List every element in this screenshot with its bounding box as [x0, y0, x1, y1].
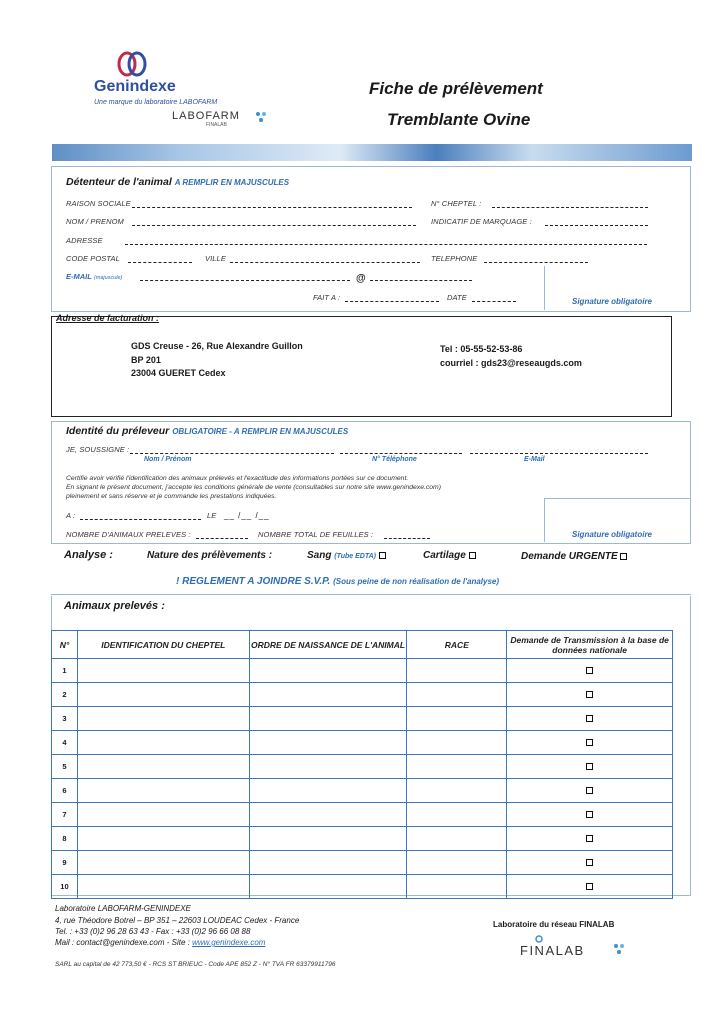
- ordre-naissance-cell[interactable]: [249, 755, 407, 779]
- adresse-field[interactable]: [125, 244, 647, 245]
- identification-cell[interactable]: [77, 875, 249, 899]
- adresse-label: ADRESSE: [66, 236, 103, 245]
- indicatif-field[interactable]: [545, 225, 648, 226]
- header-band: [52, 144, 692, 161]
- nb-feuilles-field[interactable]: [384, 538, 430, 539]
- dots-icon: [254, 110, 268, 124]
- code-postal-label: CODE POSTAL: [66, 254, 120, 263]
- facturation-line1: GDS Creuse - 26, Rue Alexandre Guillon: [131, 341, 303, 351]
- nature-label: Nature des prélèvements :: [147, 550, 273, 561]
- race-cell[interactable]: [407, 827, 507, 851]
- preleveur-email-field[interactable]: [470, 453, 648, 454]
- ville-field[interactable]: [230, 262, 420, 263]
- table-row: [52, 683, 673, 707]
- cartilage-checkbox[interactable]: [469, 552, 476, 559]
- finalab-dots-icon: [612, 942, 626, 956]
- identification-cell[interactable]: [77, 731, 249, 755]
- email-note: (majuscule): [93, 275, 123, 281]
- analyse-separator: [51, 594, 691, 595]
- preleveur-le-label: LE: [207, 511, 217, 520]
- facturation-courriel: courriel : gds23@reseaugds.com: [440, 358, 582, 368]
- genindexe-logo: [94, 50, 254, 110]
- footer-tel: Tel. : +33 (0)2 96 28 63 43 - Fax : +33 (0)2 96 66 08 88: [55, 927, 251, 936]
- transmission-checkbox[interactable]: [586, 715, 593, 722]
- identification-cell[interactable]: [77, 755, 249, 779]
- transmission-checkbox[interactable]: [586, 811, 593, 818]
- genindexe-rings-icon: [112, 50, 152, 78]
- identification-cell[interactable]: [77, 827, 249, 851]
- transmission-cell: [507, 779, 673, 803]
- race-cell[interactable]: [407, 707, 507, 731]
- detenteur-title: [66, 176, 289, 188]
- row-number: 2: [52, 683, 78, 707]
- footer-mail-text: Mail : contact@genindexe.com - Site :: [55, 938, 193, 947]
- sang-label: Sang: [307, 550, 332, 561]
- ordre-naissance-cell[interactable]: [249, 851, 407, 875]
- race-cell[interactable]: [407, 683, 507, 707]
- footer-network: Laboratoire du réseau FINALAB: [493, 920, 615, 929]
- sang-checkbox[interactable]: [379, 552, 386, 559]
- email-caption: E-Mail: [524, 456, 545, 463]
- cartilage-label: Cartilage: [423, 550, 466, 561]
- nom-prenom-label: NOM / PRENOM: [66, 217, 124, 226]
- table-row: [52, 731, 673, 755]
- transmission-cell: [507, 659, 673, 683]
- detenteur-signature-divider: [544, 266, 545, 310]
- transmission-cell: [507, 731, 673, 755]
- cheptel-label: N° CHEPTEL :: [431, 199, 482, 208]
- transmission-cell: [507, 707, 673, 731]
- transmission-cell: [507, 875, 673, 899]
- header-identification: IDENTIFICATION DU CHEPTEL: [77, 631, 249, 659]
- finalab-logo: [520, 934, 630, 962]
- analyse-label: Analyse :: [64, 549, 113, 561]
- facturation-tel: Tel : 05-55-52-53-86: [440, 344, 523, 354]
- row-number: 1: [52, 659, 78, 683]
- row-number: 8: [52, 827, 78, 851]
- footer-lab: Laboratoire LABOFARM-GENINDEXE: [55, 904, 191, 913]
- finalab-text: FINALAB: [520, 943, 585, 958]
- preleveur-title-text: Identité du préleveur: [66, 425, 170, 437]
- soussigne-label: JE, SOUSSIGNE :: [66, 445, 130, 454]
- header-numero: N°: [52, 631, 78, 659]
- row-number: 6: [52, 779, 78, 803]
- nb-animaux-label: NOMBRE D'ANIMAUX PRELEVES :: [66, 530, 191, 539]
- preleveur-signature-label: Signature obligatoire: [572, 530, 653, 539]
- nb-animaux-field[interactable]: [196, 538, 248, 539]
- identification-cell[interactable]: [77, 851, 249, 875]
- header-race: RACE: [407, 631, 507, 659]
- cert-line3: pleinement et sans réserve et je commande les prestations indiquées.: [66, 493, 277, 500]
- sang-note: (Tube EDTA): [334, 553, 376, 560]
- transmission-cell: [507, 755, 673, 779]
- preleveur-a-field[interactable]: [80, 519, 201, 520]
- cert-line1: Certifie avoir vérifié l'identification des animaux prélevés et l'exactitude des informations portées sur ce document.: [66, 475, 409, 482]
- race-cell[interactable]: [407, 779, 507, 803]
- ordre-naissance-cell[interactable]: [249, 731, 407, 755]
- fait-a-label: FAIT A :: [313, 293, 341, 302]
- transmission-checkbox[interactable]: [586, 859, 593, 866]
- labofarm-logo: [170, 110, 270, 132]
- raison-sociale-field[interactable]: [132, 207, 412, 208]
- table-row: [52, 851, 673, 875]
- detenteur-signature-label: Signature obligatoire: [572, 297, 653, 306]
- table-row: [52, 755, 673, 779]
- telephone-label: TELEPHONE: [431, 254, 478, 263]
- form-subtitle: Tremblante Ovine: [387, 110, 531, 129]
- preleveur-date-field[interactable]: __ /__ /__: [224, 511, 270, 520]
- preleveur-subtitle: OBLIGATOIRE - A REMPLIR EN MAJUSCULES: [172, 427, 349, 436]
- code-postal-field[interactable]: [128, 262, 192, 263]
- table-row: [52, 803, 673, 827]
- table-row: [52, 875, 673, 899]
- nb-feuilles-label: NOMBRE TOTAL DE FEUILLES :: [258, 530, 374, 539]
- preleveur-signature-top: [544, 498, 691, 499]
- sang-option[interactable]: [307, 550, 386, 561]
- table-row: [52, 707, 673, 731]
- transmission-checkbox[interactable]: [586, 667, 593, 674]
- brand-tagline: Une marque du laboratoire LABOFARM: [94, 99, 218, 106]
- telephone-field[interactable]: [484, 262, 588, 263]
- race-cell[interactable]: [407, 851, 507, 875]
- animaux-table: [51, 630, 673, 899]
- header-transmission: Demande de Transmission à la base de données nationale: [507, 631, 673, 659]
- race-cell[interactable]: [407, 803, 507, 827]
- table-row: [52, 659, 673, 683]
- email-label-text: E-MAIL: [66, 272, 92, 281]
- preleveur-a-label: A :: [66, 511, 76, 520]
- animaux-table-body: [52, 659, 673, 899]
- transmission-checkbox[interactable]: [586, 883, 593, 890]
- detenteur-subtitle: A REMPLIR EN MAJUSCULES: [174, 178, 290, 187]
- urgente-label: Demande URGENTE: [521, 551, 618, 562]
- detenteur-title-text: Détenteur de l'animal: [66, 176, 172, 188]
- identification-cell[interactable]: [77, 683, 249, 707]
- row-number: 5: [52, 755, 78, 779]
- telephone-caption: N° Téléphone: [372, 456, 417, 463]
- ville-label: VILLE: [205, 254, 226, 263]
- urgente-checkbox[interactable]: [620, 553, 627, 560]
- row-number: 7: [52, 803, 78, 827]
- ordre-naissance-cell[interactable]: [249, 827, 407, 851]
- nom-prenom-field[interactable]: [132, 225, 416, 226]
- date-label: DATE: [447, 293, 467, 302]
- ordre-naissance-cell[interactable]: [249, 683, 407, 707]
- table-row: [52, 827, 673, 851]
- cert-line2: En signant le présent document, j'accepte les conditions générale de vente (consultables sur notre site www.genindexe.com): [66, 484, 441, 491]
- labofarm-text: LABOFARM: [172, 110, 240, 122]
- footer-legal: SARL au capital de 42 773,50 € - RCS ST BRIEUC - Code APE 852 Z - N° TVA FR 63379911796: [55, 961, 336, 968]
- reglement-notice: [176, 576, 499, 587]
- animaux-title: Animaux prelevés :: [64, 600, 165, 612]
- transmission-checkbox[interactable]: [586, 835, 593, 842]
- preleveur-phone-field[interactable]: [340, 453, 462, 454]
- certification-text: [66, 474, 441, 501]
- transmission-cell: [507, 683, 673, 707]
- transmission-cell: [507, 827, 673, 851]
- cartilage-option[interactable]: [423, 550, 476, 561]
- reglement-note: (Sous peine de non réalisation de l'analyse): [333, 577, 500, 586]
- labofarm-sub: FINALAB: [206, 122, 227, 128]
- identification-cell[interactable]: [77, 779, 249, 803]
- email-user-field[interactable]: [140, 280, 350, 281]
- ordre-naissance-cell[interactable]: [249, 803, 407, 827]
- preleveur-name-field[interactable]: [130, 453, 334, 454]
- brand-name: Genindexe: [94, 78, 176, 95]
- race-cell[interactable]: [407, 875, 507, 899]
- transmission-checkbox[interactable]: [586, 739, 593, 746]
- row-number: 9: [52, 851, 78, 875]
- identification-cell[interactable]: [77, 659, 249, 683]
- ordre-naissance-cell[interactable]: [249, 659, 407, 683]
- ordre-naissance-cell[interactable]: [249, 779, 407, 803]
- email-domain-field[interactable]: [370, 280, 472, 281]
- row-number: 10: [52, 875, 78, 899]
- table-row: [52, 779, 673, 803]
- at-sign: @: [356, 273, 366, 284]
- ordre-naissance-cell[interactable]: [249, 707, 407, 731]
- indicatif-label: INDICATIF DE MARQUAGE :: [431, 217, 532, 226]
- raison-sociale-label: RAISON SOCIALE: [66, 199, 131, 208]
- row-number: 3: [52, 707, 78, 731]
- footer-mail: [55, 938, 265, 947]
- footer-site-link[interactable]: www.genindexe.com: [192, 938, 266, 947]
- footer-address: 4, rue Théodore Botrel – BP 351 – 22603 LOUDEAC Cedex - France: [55, 916, 300, 925]
- transmission-cell: [507, 803, 673, 827]
- header-ordre-naissance: ORDRE DE NAISSANCE DE L'ANIMAL: [249, 631, 407, 659]
- transmission-cell: [507, 851, 673, 875]
- race-cell[interactable]: [407, 731, 507, 755]
- nom-prenom-caption: Nom / Prénom: [144, 456, 192, 463]
- facturation-line3: 23004 GUERET Cedex: [131, 368, 226, 378]
- reglement-text: ! REGLEMENT A JOINDRE S.V.P.: [176, 576, 331, 587]
- date-field[interactable]: [472, 301, 516, 302]
- facturation-title: Adresse de facturation :: [56, 313, 160, 323]
- facturation-line2: BP 201: [131, 355, 161, 365]
- form-title: Fiche de prélèvement: [369, 79, 543, 98]
- email-label: [66, 272, 122, 281]
- transmission-checkbox[interactable]: [586, 787, 593, 794]
- race-cell[interactable]: [407, 755, 507, 779]
- transmission-checkbox[interactable]: [586, 691, 593, 698]
- race-cell[interactable]: [407, 659, 507, 683]
- preleveur-signature-divider: [544, 498, 545, 542]
- ordre-naissance-cell[interactable]: [249, 875, 407, 899]
- preleveur-title: [66, 425, 348, 437]
- identification-cell[interactable]: [77, 707, 249, 731]
- identification-cell[interactable]: [77, 803, 249, 827]
- cheptel-field[interactable]: [492, 207, 648, 208]
- row-number: 4: [52, 731, 78, 755]
- urgente-option[interactable]: [521, 551, 627, 562]
- fait-a-field[interactable]: [345, 301, 439, 302]
- transmission-checkbox[interactable]: [586, 763, 593, 770]
